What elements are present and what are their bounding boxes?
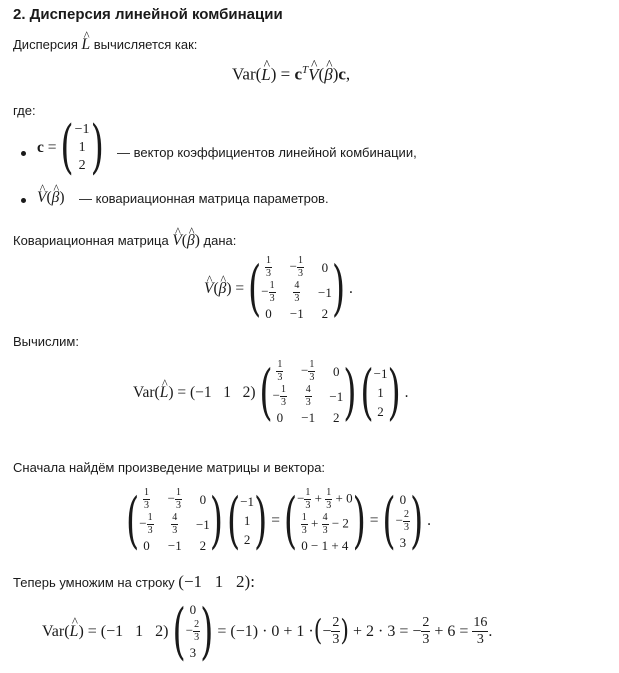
- c-vector-definition: c = ( −1 1 2 ): [37, 114, 104, 182]
- v-beta-symbol: ^ V(^ β): [37, 189, 65, 207]
- bullet1-text: — вектор коэффициентов линейной комбинации,: [117, 145, 417, 160]
- l-hat-symbol: ^ L: [82, 36, 91, 53]
- cov-line: [13, 232, 236, 250]
- intro-line: [13, 36, 197, 54]
- covariance-matrix-equation: ^ V ( ^ β ) = ( $\frac{1}{3}$ − $\frac{1}{3}$ 0 − $\frac{1}{3}$ $\frac{4}{3}$ −1 0 −1 2 ) .: [204, 256, 353, 322]
- cov-suffix: дана:: [203, 233, 237, 248]
- bullet2-text: — ковариационная матрица параметров.: [79, 191, 329, 206]
- then-line: [13, 572, 255, 592]
- v-beta-symbol: ^ V(^ β): [172, 232, 200, 249]
- intro-suffix: вычисляется как:: [93, 37, 198, 52]
- cov-prefix: Ковариационная матрица: [13, 233, 169, 248]
- variance-formula: Var(^ $L) = c^T\^{}$ V(^ β)c,: [232, 64, 350, 85]
- intro-prefix: Дисперсия: [13, 37, 78, 52]
- compute-label: Вычислим:: [13, 334, 79, 349]
- bullet-dot: [21, 151, 26, 156]
- matrix-vector-product: ( $\frac{1}{3}$ − $\frac{1}{3}$ 0 − $\frac{1}{3}$ $\frac{4}{3}$ −1 0 −1 2 ) ( −1 1 2 ) = ( − $\frac{1}{3}$ + $\frac{1}{3}$ + 0 $\frac{1}{3}$ + $\frac{4}{3}$ − 2 0 − 1 + 4 ) = ( 0 − $\frac{2}{3}$ 3 ) .: [126, 485, 431, 557]
- variance-computation: Var( ^ L ) = (−1 1 2) ( $\frac{1}{3}$ − $\frac{1}{3}$ 0 − $\frac{1}{3}$ $\frac{4}{3}$ −1 0 −1 2 ) ( −1 1 2 ) .: [133, 360, 408, 426]
- first-step-label: Сначала найдём произведение матрицы и вектора:: [13, 460, 326, 475]
- row-vector: (−1 1 2):: [178, 572, 255, 591]
- where-label: где:: [13, 103, 36, 118]
- section-heading: 2. Дисперсия линейной комбинации: [13, 6, 283, 23]
- bullet-dot: [21, 198, 26, 203]
- then-prefix: Теперь умножим на строку: [13, 575, 175, 590]
- final-computation: Var( ^ L ) = (−1 1 2) ( 0 − $\frac{2}{3}$ 3 ) = (−1) · 0 + 1 · ( − $\frac{2}{3}$ ) + 2 · 3 = − $\frac{2}{3}$ + 6 = $\frac{16}{3}$ .: [42, 602, 492, 661]
